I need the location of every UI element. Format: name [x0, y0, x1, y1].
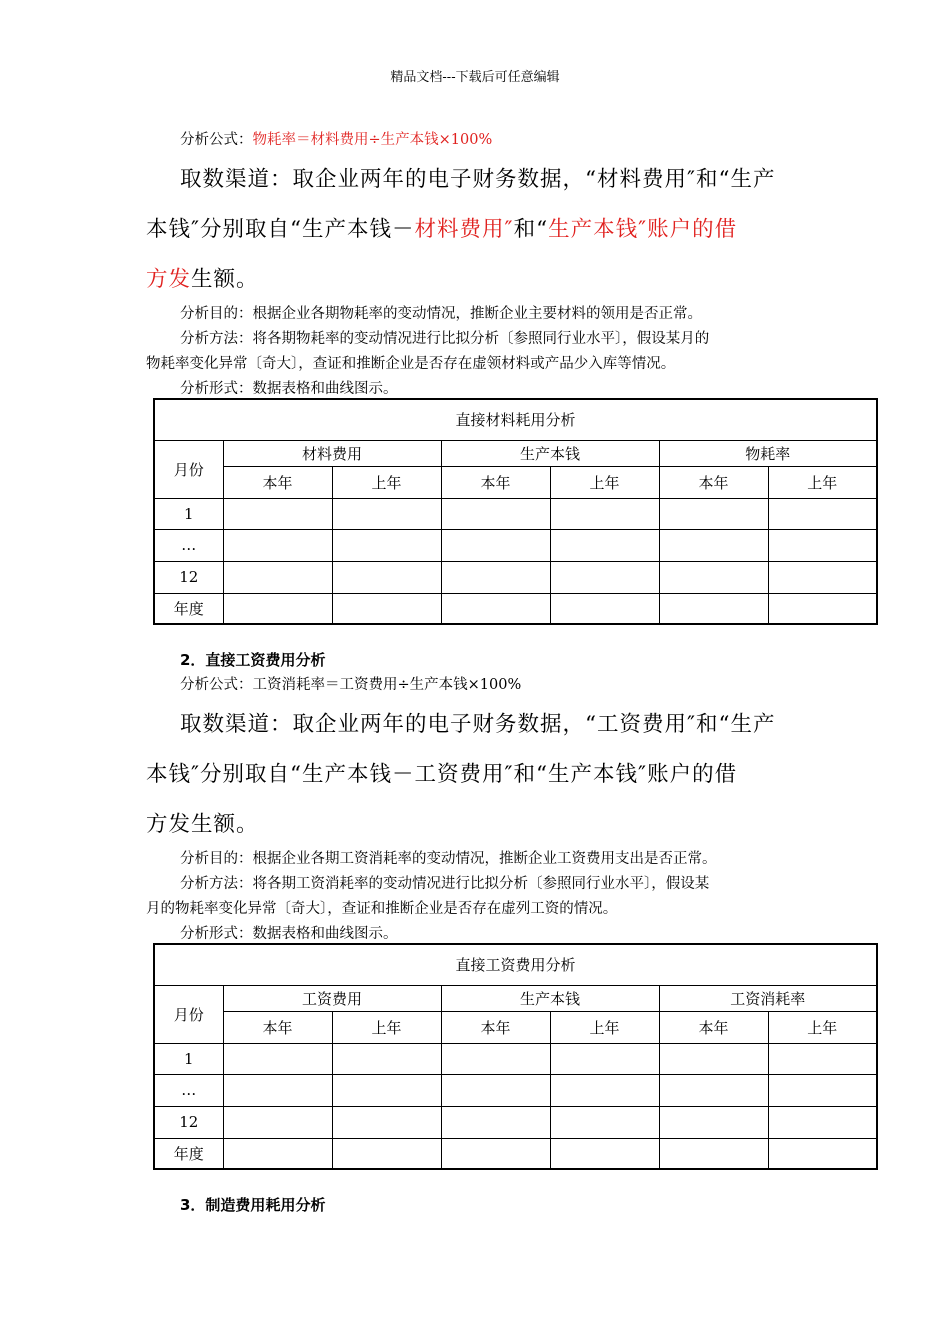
formula-text: 物耗率＝材料费用÷生产本钱×100% [252, 132, 493, 148]
sub-header: 上年 [332, 466, 441, 498]
source-line-2: 本钱″分别取自“生产本钱－工资费用″和“生产本钱″账户的借 [146, 762, 738, 787]
group-header: 生产本钱 [441, 985, 659, 1011]
section-heading-2: 2．直接工资费用分析 [180, 651, 326, 669]
row-label: 1 [154, 1043, 223, 1074]
row-label: 年度 [154, 1138, 223, 1169]
table-row [154, 529, 877, 561]
group-header: 材料费用 [223, 440, 441, 466]
table-row [154, 1043, 877, 1074]
wage-table [153, 943, 878, 1170]
sub-header: 上年 [550, 466, 659, 498]
group-header: 生产本钱 [441, 440, 659, 466]
sub-header: 上年 [768, 1011, 877, 1043]
row-label: 12 [154, 1106, 223, 1138]
sub-header: 本年 [441, 466, 550, 498]
formula-line: 分析公式：工资消耗率＝工资费用÷生产本钱×100% [180, 677, 522, 693]
source-highlight: 方发 [146, 267, 192, 292]
sub-header: 本年 [659, 1011, 768, 1043]
row-label: 12 [154, 561, 223, 593]
formula-label: 分析公式： [180, 132, 253, 148]
row-label: 1 [154, 498, 223, 529]
table-row [154, 498, 877, 529]
month-header: 月份 [154, 985, 223, 1043]
method-line-1: 分析方法：将各期物耗率的变动情况进行比拟分析〔参照同行业水平〕，假设某月的 [180, 331, 710, 347]
sub-header: 本年 [441, 1011, 550, 1043]
table-row [154, 1138, 877, 1169]
source-line-2 [146, 212, 737, 243]
table-title: 直接材料耗用分析 [154, 399, 877, 440]
page-header: 精品文档---下载后可任意编辑 [390, 70, 560, 85]
group-header: 工资消耗率 [659, 985, 877, 1011]
section-heading-3: 3．制造费用耗用分析 [180, 1196, 326, 1214]
table-row [154, 1106, 877, 1138]
table-title: 直接工资费用分析 [154, 944, 877, 985]
method-line-2: 物耗率变化异常〔奇大〕，查证和推断企业是否存在虚领材料或产品少入库等情况。 [146, 356, 676, 372]
form-line: 分析形式：数据表格和曲线图示。 [180, 926, 398, 942]
sub-header: 本年 [223, 466, 332, 498]
group-header: 物耗率 [659, 440, 877, 466]
source-line-3: 方发生额。 [146, 812, 259, 837]
sub-header: 上年 [550, 1011, 659, 1043]
group-header: 工资费用 [223, 985, 441, 1011]
row-label: … [154, 529, 223, 561]
sub-header: 本年 [223, 1011, 332, 1043]
sub-header: 上年 [768, 466, 877, 498]
form-line: 分析形式：数据表格和曲线图示。 [180, 381, 398, 397]
method-line-1: 分析方法：将各期工资消耗率的变动情况进行比拟分析〔参照同行业水平〕，假设某 [180, 876, 710, 892]
source-highlight: 材料费用″ [414, 217, 514, 242]
table-row [154, 1074, 877, 1106]
table-row [154, 593, 877, 624]
source-text: 和“ [513, 217, 549, 242]
source-highlight: 生产本钱″账户的借 [548, 217, 738, 242]
material-table [153, 398, 878, 625]
row-label: … [154, 1074, 223, 1106]
purpose-line: 分析目的：根据企业各期工资消耗率的变动情况，推断企业工资费用支出是否正常。 [180, 851, 717, 867]
source-text: 生额。 [191, 267, 259, 292]
source-line-1: 取数渠道：取企业两年的电子财务数据，“工资费用″和“生产 [180, 712, 776, 737]
source-line-3 [146, 262, 259, 293]
formula-line [180, 128, 492, 149]
source-text: 本钱″分别取自“生产本钱－ [146, 217, 415, 242]
month-header: 月份 [154, 440, 223, 498]
sub-header: 本年 [659, 466, 768, 498]
row-label: 年度 [154, 593, 223, 624]
method-line-2: 月的物耗率变化异常〔奇大〕，查证和推断企业是否存在虚列工资的情况。 [146, 901, 618, 917]
purpose-line: 分析目的：根据企业各期物耗率的变动情况，推断企业主要材料的领用是否正常。 [180, 306, 702, 322]
source-line-1: 取数渠道：取企业两年的电子财务数据，“材料费用″和“生产 [180, 167, 776, 192]
table-row [154, 561, 877, 593]
sub-header: 上年 [332, 1011, 441, 1043]
